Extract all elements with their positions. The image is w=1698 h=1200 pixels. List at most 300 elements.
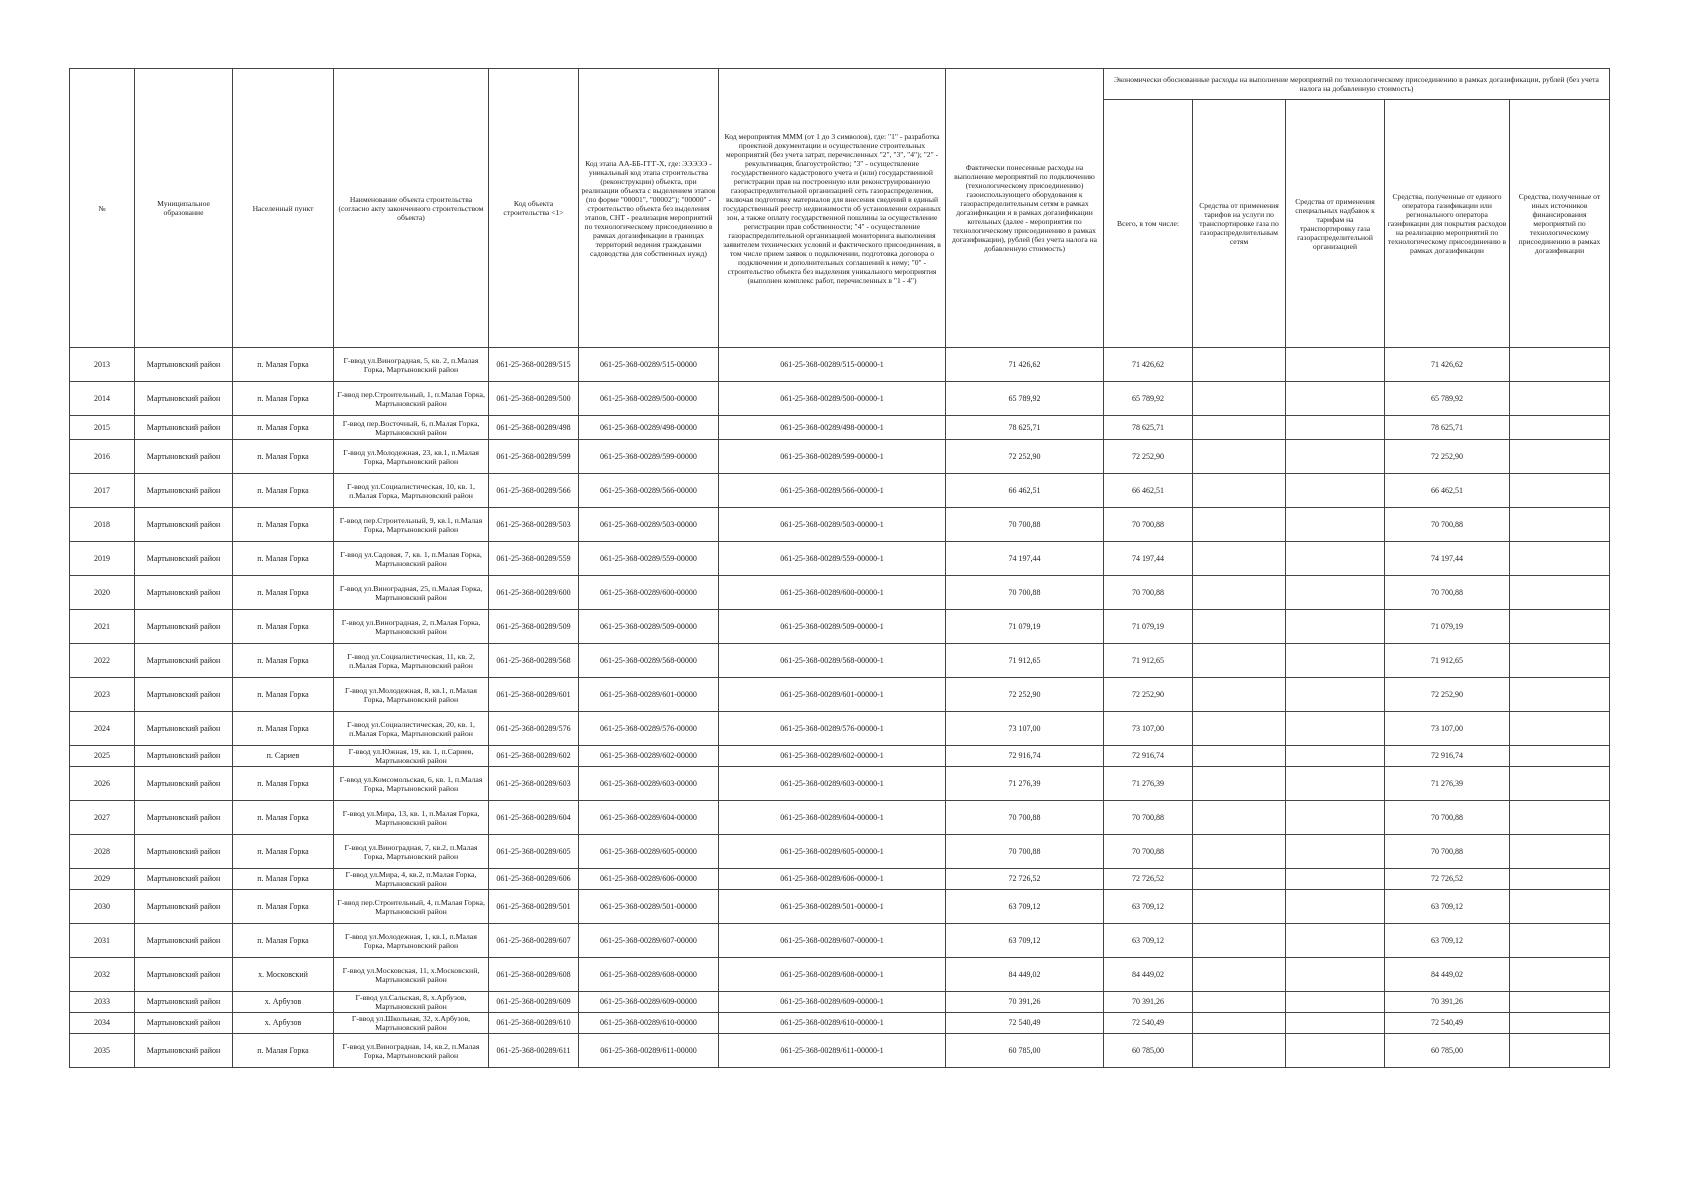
row-activity-code: 061-25-368-00289/611-00000-1 [719, 1034, 946, 1068]
row-number: 2022 [70, 644, 135, 678]
row-activity-code: 061-25-368-00289/599-00000-1 [719, 440, 946, 474]
row-number: 2024 [70, 712, 135, 746]
row-actual-costs: 63 709,12 [946, 890, 1104, 924]
row-operator-funds: 74 197,44 [1385, 542, 1510, 576]
row-markup-funds [1286, 924, 1385, 958]
row-object-name: Г-ввод ул.Молодежная, 8, кв.1, п.Малая Горка, Мартыновский район [334, 678, 489, 712]
row-tariff-funds [1193, 542, 1286, 576]
row-municipality: Мартыновский район [135, 958, 233, 992]
row-activity-code: 061-25-368-00289/515-00000-1 [719, 348, 946, 382]
row-object-name: Г-ввод ул.Молодежная, 23, кв.1, п.Малая Горка, Мартыновский район [334, 440, 489, 474]
row-municipality: Мартыновский район [135, 869, 233, 890]
row-municipality: Мартыновский район [135, 416, 233, 440]
row-markup-funds [1286, 992, 1385, 1013]
table-row [70, 869, 1610, 890]
row-municipality: Мартыновский район [135, 542, 233, 576]
row-total: 70 700,88 [1104, 576, 1193, 610]
table-row [70, 644, 1610, 678]
row-total: 71 276,39 [1104, 767, 1193, 801]
row-locality: п. Малая Горка [233, 576, 334, 610]
row-stage-code: 061-25-368-00289/606-00000 [579, 869, 719, 890]
row-other-funds [1510, 1013, 1610, 1034]
row-activity-code: 061-25-368-00289/606-00000-1 [719, 869, 946, 890]
row-other-funds [1510, 576, 1610, 610]
row-object-name: Г-ввод пер.Строительный, 4, п.Малая Горка, Мартыновский район [334, 890, 489, 924]
header-tariff-funds: Средства от применения тарифов на услуги по транспортировке газа по газораспределительным сетям [1193, 100, 1286, 348]
row-total: 63 709,12 [1104, 924, 1193, 958]
row-locality: п. Малая Горка [233, 890, 334, 924]
row-other-funds [1510, 416, 1610, 440]
row-object-code: 061-25-368-00289/498 [489, 416, 579, 440]
row-other-funds [1510, 924, 1610, 958]
row-markup-funds [1286, 890, 1385, 924]
row-object-code: 061-25-368-00289/604 [489, 801, 579, 835]
row-number: 2026 [70, 767, 135, 801]
row-actual-costs: 70 700,88 [946, 576, 1104, 610]
row-municipality: Мартыновский район [135, 767, 233, 801]
row-total: 71 079,19 [1104, 610, 1193, 644]
row-locality: п. Малая Горка [233, 869, 334, 890]
row-number: 2021 [70, 610, 135, 644]
row-object-name: Г-ввод ул.Социалистическая, 20, кв. 1, п.Малая Горка, Мартыновский район [334, 712, 489, 746]
row-locality: п. Малая Горка [233, 440, 334, 474]
row-activity-code: 061-25-368-00289/559-00000-1 [719, 542, 946, 576]
row-locality: п. Малая Горка [233, 382, 334, 416]
row-stage-code: 061-25-368-00289/607-00000 [579, 924, 719, 958]
row-tariff-funds [1193, 992, 1286, 1013]
row-stage-code: 061-25-368-00289/500-00000 [579, 382, 719, 416]
row-total: 71 912,65 [1104, 644, 1193, 678]
row-actual-costs: 60 785,00 [946, 1034, 1104, 1068]
row-markup-funds [1286, 610, 1385, 644]
row-object-code: 061-25-368-00289/601 [489, 678, 579, 712]
table-row [70, 958, 1610, 992]
row-tariff-funds [1193, 474, 1286, 508]
row-tariff-funds [1193, 958, 1286, 992]
row-number: 2035 [70, 1034, 135, 1068]
row-other-funds [1510, 1034, 1610, 1068]
row-object-name: Г-ввод ул.Виноградная, 5, кв. 2, п.Малая Горка, Мартыновский район [334, 348, 489, 382]
table-row [70, 924, 1610, 958]
row-actual-costs: 72 252,90 [946, 678, 1104, 712]
row-activity-code: 061-25-368-00289/509-00000-1 [719, 610, 946, 644]
row-object-code: 061-25-368-00289/605 [489, 835, 579, 869]
row-total: 73 107,00 [1104, 712, 1193, 746]
row-stage-code: 061-25-368-00289/503-00000 [579, 508, 719, 542]
row-object-code: 061-25-368-00289/600 [489, 576, 579, 610]
row-total: 78 625,71 [1104, 416, 1193, 440]
row-number: 2023 [70, 678, 135, 712]
row-operator-funds: 78 625,71 [1385, 416, 1510, 440]
row-activity-code: 061-25-368-00289/600-00000-1 [719, 576, 946, 610]
row-other-funds [1510, 712, 1610, 746]
row-other-funds [1510, 610, 1610, 644]
table-row [70, 576, 1610, 610]
header-actual-costs: Фактически понесенные расходы на выполнение мероприятий по подключению (технологическому присоединению) газоиспользующего оборудования к газораспределительным сетям в рамках догазификации и в рамках догазификации котельных (далее - мероприятия по технологическому присоединению в рамках догазификации), рублей (без учета налога на добавленную стоимость) [946, 69, 1104, 348]
row-total: 60 785,00 [1104, 1034, 1193, 1068]
cost-report-table [69, 68, 1610, 1068]
row-object-name: Г-ввод ул.Южная, 19, кв. 1, п.Сариев, Мартыновский район [334, 746, 489, 767]
table-row [70, 542, 1610, 576]
header-operator-funds: Средства, полученные от единого оператора газификации или регионального оператора газификации для покрытия расходов на реализацию мероприятий по технологическому присоединению в рамках догазификации [1385, 100, 1510, 348]
row-total: 72 252,90 [1104, 440, 1193, 474]
row-markup-funds [1286, 678, 1385, 712]
row-tariff-funds [1193, 1034, 1286, 1068]
row-number: 2032 [70, 958, 135, 992]
row-number: 2028 [70, 835, 135, 869]
row-actual-costs: 71 079,19 [946, 610, 1104, 644]
row-object-name: Г-ввод пер.Восточный, 6, п.Малая Горка, Мартыновский район [334, 416, 489, 440]
row-number: 2014 [70, 382, 135, 416]
row-other-funds [1510, 746, 1610, 767]
row-actual-costs: 71 912,65 [946, 644, 1104, 678]
row-other-funds [1510, 835, 1610, 869]
row-operator-funds: 72 252,90 [1385, 440, 1510, 474]
row-actual-costs: 70 700,88 [946, 835, 1104, 869]
row-activity-code: 061-25-368-00289/609-00000-1 [719, 992, 946, 1013]
row-stage-code: 061-25-368-00289/604-00000 [579, 801, 719, 835]
row-operator-funds: 84 449,02 [1385, 958, 1510, 992]
row-stage-code: 061-25-368-00289/509-00000 [579, 610, 719, 644]
header-municipality: Муниципальное образование [135, 69, 233, 348]
row-operator-funds: 70 700,88 [1385, 576, 1510, 610]
row-activity-code: 061-25-368-00289/603-00000-1 [719, 767, 946, 801]
row-actual-costs: 70 391,26 [946, 992, 1104, 1013]
row-actual-costs: 63 709,12 [946, 924, 1104, 958]
row-total: 70 700,88 [1104, 801, 1193, 835]
row-other-funds [1510, 678, 1610, 712]
row-operator-funds: 70 700,88 [1385, 801, 1510, 835]
row-stage-code: 061-25-368-00289/498-00000 [579, 416, 719, 440]
row-number: 2016 [70, 440, 135, 474]
table-row [70, 992, 1610, 1013]
row-activity-code: 061-25-368-00289/568-00000-1 [719, 644, 946, 678]
row-tariff-funds [1193, 924, 1286, 958]
row-total: 70 391,26 [1104, 992, 1193, 1013]
row-locality: п. Малая Горка [233, 924, 334, 958]
row-municipality: Мартыновский район [135, 474, 233, 508]
row-tariff-funds [1193, 835, 1286, 869]
row-markup-funds [1286, 348, 1385, 382]
row-activity-code: 061-25-368-00289/602-00000-1 [719, 746, 946, 767]
row-other-funds [1510, 767, 1610, 801]
row-tariff-funds [1193, 869, 1286, 890]
row-locality: п. Малая Горка [233, 508, 334, 542]
row-object-name: Г-ввод ул.Сальская, 8, х.Арбузов, Мартыновский район [334, 992, 489, 1013]
row-total: 66 462,51 [1104, 474, 1193, 508]
row-total: 72 252,90 [1104, 678, 1193, 712]
row-stage-code: 061-25-368-00289/501-00000 [579, 890, 719, 924]
row-object-code: 061-25-368-00289/503 [489, 508, 579, 542]
row-other-funds [1510, 801, 1610, 835]
row-municipality: Мартыновский район [135, 1013, 233, 1034]
row-markup-funds [1286, 835, 1385, 869]
row-activity-code: 061-25-368-00289/566-00000-1 [719, 474, 946, 508]
row-object-name: Г-ввод пер.Строительный, 9, кв.1, п.Малая Горка, Мартыновский район [334, 508, 489, 542]
row-activity-code: 061-25-368-00289/608-00000-1 [719, 958, 946, 992]
row-tariff-funds [1193, 746, 1286, 767]
table-row [70, 348, 1610, 382]
row-other-funds [1510, 958, 1610, 992]
row-actual-costs: 66 462,51 [946, 474, 1104, 508]
row-tariff-funds [1193, 890, 1286, 924]
row-stage-code: 061-25-368-00289/566-00000 [579, 474, 719, 508]
row-object-name: Г-ввод ул.Социалистическая, 10, кв. 1, п.Малая Горка, Мартыновский район [334, 474, 489, 508]
row-object-code: 061-25-368-00289/609 [489, 992, 579, 1013]
row-actual-costs: 65 789,92 [946, 382, 1104, 416]
row-stage-code: 061-25-368-00289/576-00000 [579, 712, 719, 746]
row-other-funds [1510, 992, 1610, 1013]
table-row [70, 1034, 1610, 1068]
row-locality: х. Арбузов [233, 1013, 334, 1034]
row-stage-code: 061-25-368-00289/601-00000 [579, 678, 719, 712]
row-other-funds [1510, 542, 1610, 576]
row-total: 72 916,74 [1104, 746, 1193, 767]
row-locality: п. Малая Горка [233, 801, 334, 835]
row-stage-code: 061-25-368-00289/600-00000 [579, 576, 719, 610]
row-activity-code: 061-25-368-00289/607-00000-1 [719, 924, 946, 958]
row-markup-funds [1286, 416, 1385, 440]
row-stage-code: 061-25-368-00289/608-00000 [579, 958, 719, 992]
row-actual-costs: 70 700,88 [946, 801, 1104, 835]
row-number: 2033 [70, 992, 135, 1013]
row-object-code: 061-25-368-00289/607 [489, 924, 579, 958]
row-activity-code: 061-25-368-00289/605-00000-1 [719, 835, 946, 869]
row-municipality: Мартыновский район [135, 644, 233, 678]
row-object-code: 061-25-368-00289/603 [489, 767, 579, 801]
table-row [70, 382, 1610, 416]
row-operator-funds: 72 916,74 [1385, 746, 1510, 767]
row-object-code: 061-25-368-00289/606 [489, 869, 579, 890]
header-markup-funds: Средства от применения специальных надбавок к тарифам на транспортировку газа газораспределительной организацией [1286, 100, 1385, 348]
row-object-name: Г-ввод ул.Комсомольская, 6, кв. 1, п.Малая Горка, Мартыновский район [334, 767, 489, 801]
row-number: 2031 [70, 924, 135, 958]
row-total: 72 540,49 [1104, 1013, 1193, 1034]
row-actual-costs: 71 276,39 [946, 767, 1104, 801]
row-municipality: Мартыновский район [135, 890, 233, 924]
row-actual-costs: 78 625,71 [946, 416, 1104, 440]
row-number: 2019 [70, 542, 135, 576]
row-tariff-funds [1193, 348, 1286, 382]
row-tariff-funds [1193, 678, 1286, 712]
table-row [70, 746, 1610, 767]
row-markup-funds [1286, 474, 1385, 508]
row-municipality: Мартыновский район [135, 924, 233, 958]
row-locality: п. Малая Горка [233, 348, 334, 382]
row-operator-funds: 65 789,92 [1385, 382, 1510, 416]
row-object-name: Г-ввод пер.Строительный, 1, п.Малая Горка, Мартыновский район [334, 382, 489, 416]
row-tariff-funds [1193, 382, 1286, 416]
row-operator-funds: 60 785,00 [1385, 1034, 1510, 1068]
row-markup-funds [1286, 767, 1385, 801]
row-stage-code: 061-25-368-00289/559-00000 [579, 542, 719, 576]
row-tariff-funds [1193, 767, 1286, 801]
row-object-name: Г-ввод ул.Московская, 11, х.Московский, Мартыновский район [334, 958, 489, 992]
header-object-name: Наименование объекта строительства (согласно акту законченного строительством объекта) [334, 69, 489, 348]
row-stage-code: 061-25-368-00289/515-00000 [579, 348, 719, 382]
row-locality: п. Малая Горка [233, 416, 334, 440]
row-municipality: Мартыновский район [135, 678, 233, 712]
row-markup-funds [1286, 801, 1385, 835]
row-tariff-funds [1193, 576, 1286, 610]
row-tariff-funds [1193, 416, 1286, 440]
row-municipality: Мартыновский район [135, 382, 233, 416]
row-tariff-funds [1193, 1013, 1286, 1034]
row-number: 2025 [70, 746, 135, 767]
row-object-code: 061-25-368-00289/509 [489, 610, 579, 644]
row-operator-funds: 70 700,88 [1385, 508, 1510, 542]
row-markup-funds [1286, 869, 1385, 890]
row-total: 74 197,44 [1104, 542, 1193, 576]
row-object-name: Г-ввод ул.Мира, 13, кв. 1, п.Малая Горка, Мартыновский район [334, 801, 489, 835]
row-locality: х. Арбузов [233, 992, 334, 1013]
row-tariff-funds [1193, 508, 1286, 542]
row-stage-code: 061-25-368-00289/609-00000 [579, 992, 719, 1013]
table-row [70, 835, 1610, 869]
row-stage-code: 061-25-368-00289/568-00000 [579, 644, 719, 678]
row-municipality: Мартыновский район [135, 440, 233, 474]
row-object-name: Г-ввод ул.Виноградная, 14, кв.2, п.Малая Горка, Мартыновский район [334, 1034, 489, 1068]
row-actual-costs: 71 426,62 [946, 348, 1104, 382]
table-row [70, 416, 1610, 440]
cost-report-sheet [69, 68, 1610, 1068]
table-row [70, 890, 1610, 924]
row-activity-code: 061-25-368-00289/610-00000-1 [719, 1013, 946, 1034]
row-municipality: Мартыновский район [135, 712, 233, 746]
row-operator-funds: 66 462,51 [1385, 474, 1510, 508]
row-number: 2013 [70, 348, 135, 382]
row-locality: п. Малая Горка [233, 542, 334, 576]
row-markup-funds [1286, 746, 1385, 767]
row-markup-funds [1286, 508, 1385, 542]
row-object-code: 061-25-368-00289/500 [489, 382, 579, 416]
row-municipality: Мартыновский район [135, 1034, 233, 1068]
row-tariff-funds [1193, 801, 1286, 835]
row-stage-code: 061-25-368-00289/603-00000 [579, 767, 719, 801]
table-row [70, 440, 1610, 474]
row-total: 72 726,52 [1104, 869, 1193, 890]
row-actual-costs: 74 197,44 [946, 542, 1104, 576]
row-operator-funds: 72 540,49 [1385, 1013, 1510, 1034]
table-row [70, 1013, 1610, 1034]
row-object-code: 061-25-368-00289/501 [489, 890, 579, 924]
row-object-code: 061-25-368-00289/602 [489, 746, 579, 767]
row-number: 2020 [70, 576, 135, 610]
row-object-code: 061-25-368-00289/576 [489, 712, 579, 746]
row-activity-code: 061-25-368-00289/501-00000-1 [719, 890, 946, 924]
header-object-code: Код объекта строительства <1> [489, 69, 579, 348]
row-object-name: Г-ввод ул.Виноградная, 2, п.Малая Горка, Мартыновский район [334, 610, 489, 644]
row-number: 2027 [70, 801, 135, 835]
row-object-name: Г-ввод ул.Виноградная, 25, п.Малая Горка, Мартыновский район [334, 576, 489, 610]
row-markup-funds [1286, 576, 1385, 610]
row-stage-code: 061-25-368-00289/602-00000 [579, 746, 719, 767]
row-other-funds [1510, 382, 1610, 416]
row-number: 2034 [70, 1013, 135, 1034]
row-operator-funds: 71 912,65 [1385, 644, 1510, 678]
row-locality: п. Малая Горка [233, 678, 334, 712]
row-municipality: Мартыновский район [135, 801, 233, 835]
row-operator-funds: 72 252,90 [1385, 678, 1510, 712]
row-operator-funds: 71 276,39 [1385, 767, 1510, 801]
row-actual-costs: 72 916,74 [946, 746, 1104, 767]
row-locality: п. Малая Горка [233, 474, 334, 508]
row-locality: х. Московский [233, 958, 334, 992]
row-municipality: Мартыновский район [135, 348, 233, 382]
row-object-code: 061-25-368-00289/611 [489, 1034, 579, 1068]
row-object-name: Г-ввод ул.Школьная, 32, х.Арбузов, Мартыновский район [334, 1013, 489, 1034]
row-operator-funds: 71 079,19 [1385, 610, 1510, 644]
table-row [70, 610, 1610, 644]
row-activity-code: 061-25-368-00289/498-00000-1 [719, 416, 946, 440]
row-locality: п. Малая Горка [233, 610, 334, 644]
header-locality: Населенный пункт [233, 69, 334, 348]
row-municipality: Мартыновский район [135, 576, 233, 610]
row-actual-costs: 72 252,90 [946, 440, 1104, 474]
row-stage-code: 061-25-368-00289/599-00000 [579, 440, 719, 474]
row-markup-funds [1286, 542, 1385, 576]
table-row [70, 508, 1610, 542]
row-operator-funds: 63 709,12 [1385, 890, 1510, 924]
row-operator-funds: 63 709,12 [1385, 924, 1510, 958]
row-object-code: 061-25-368-00289/515 [489, 348, 579, 382]
row-object-name: Г-ввод ул.Садовая, 7, кв. 1, п.Малая Горка, Мартыновский район [334, 542, 489, 576]
row-total: 63 709,12 [1104, 890, 1193, 924]
row-actual-costs: 84 449,02 [946, 958, 1104, 992]
row-total: 70 700,88 [1104, 508, 1193, 542]
row-object-code: 061-25-368-00289/559 [489, 542, 579, 576]
row-activity-code: 061-25-368-00289/604-00000-1 [719, 801, 946, 835]
row-markup-funds [1286, 958, 1385, 992]
row-number: 2029 [70, 869, 135, 890]
row-object-name: Г-ввод ул.Мира, 4, кв.2, п.Малая Горка, Мартыновский район [334, 869, 489, 890]
row-total: 84 449,02 [1104, 958, 1193, 992]
table-row [70, 712, 1610, 746]
row-municipality: Мартыновский район [135, 992, 233, 1013]
row-operator-funds: 70 391,26 [1385, 992, 1510, 1013]
row-number: 2030 [70, 890, 135, 924]
row-stage-code: 061-25-368-00289/605-00000 [579, 835, 719, 869]
row-object-name: Г-ввод ул.Молодежная, 1, кв.1, п.Малая Горка, Мартыновский район [334, 924, 489, 958]
header-justified-costs-group: Экономически обоснованные расходы на выполнение мероприятий по технологическому присоединению в рамках догазификации, рублей (без учета налога на добавленную стоимость) [1104, 69, 1610, 100]
header-activity-code: Код мероприятия МММ (от 1 до 3 символов), где: "1" - разработка проектной документации и осуществление строительных мероприятий (без учета затрат, перечисленных "2", "3", "4"); "2" - рекультивация, благоустройство; "3" - осуществление государственного кадастрового учета и (или) государственной регистрации прав на построенную или реконструированную газораспределительной организацией сеть газораспределения, включая подготовку материалов для внесения сведений в единый государственный реестр недвижимости об установлении охранных зон, а также оплату государственной пошлины за осуществление регистрации прав собственности; "4" - осуществление газораспределительной организацией мониторинга выполнения заявителем технических условий и фактического присоединения, в том числе прием заявок о подключении, подготовка договора о подключении и дополнительных соглашений к нему; "0" - строительство объекта без выделения уникального мероприятия (выполнен комплекс работ, перечисленных в "1 - 4") [719, 69, 946, 348]
table-row [70, 801, 1610, 835]
row-other-funds [1510, 644, 1610, 678]
row-stage-code: 061-25-368-00289/610-00000 [579, 1013, 719, 1034]
row-number: 2018 [70, 508, 135, 542]
row-other-funds [1510, 508, 1610, 542]
row-operator-funds: 71 426,62 [1385, 348, 1510, 382]
header-other-funds: Средства, полученные от иных источников финансирования мероприятий по технологическому присоединению в рамках догазификации [1510, 100, 1610, 348]
row-markup-funds [1286, 644, 1385, 678]
row-number: 2015 [70, 416, 135, 440]
row-actual-costs: 72 540,49 [946, 1013, 1104, 1034]
table-row [70, 767, 1610, 801]
row-object-name: Г-ввод ул.Социалистическая, 11, кв. 2, п.Малая Горка, Мартыновский район [334, 644, 489, 678]
row-object-code: 061-25-368-00289/610 [489, 1013, 579, 1034]
table-row [70, 678, 1610, 712]
row-operator-funds: 73 107,00 [1385, 712, 1510, 746]
row-stage-code: 061-25-368-00289/611-00000 [579, 1034, 719, 1068]
row-object-code: 061-25-368-00289/566 [489, 474, 579, 508]
row-tariff-funds [1193, 644, 1286, 678]
row-activity-code: 061-25-368-00289/500-00000-1 [719, 382, 946, 416]
row-number: 2017 [70, 474, 135, 508]
row-actual-costs: 72 726,52 [946, 869, 1104, 890]
row-tariff-funds [1193, 712, 1286, 746]
row-other-funds [1510, 348, 1610, 382]
row-municipality: Мартыновский район [135, 746, 233, 767]
